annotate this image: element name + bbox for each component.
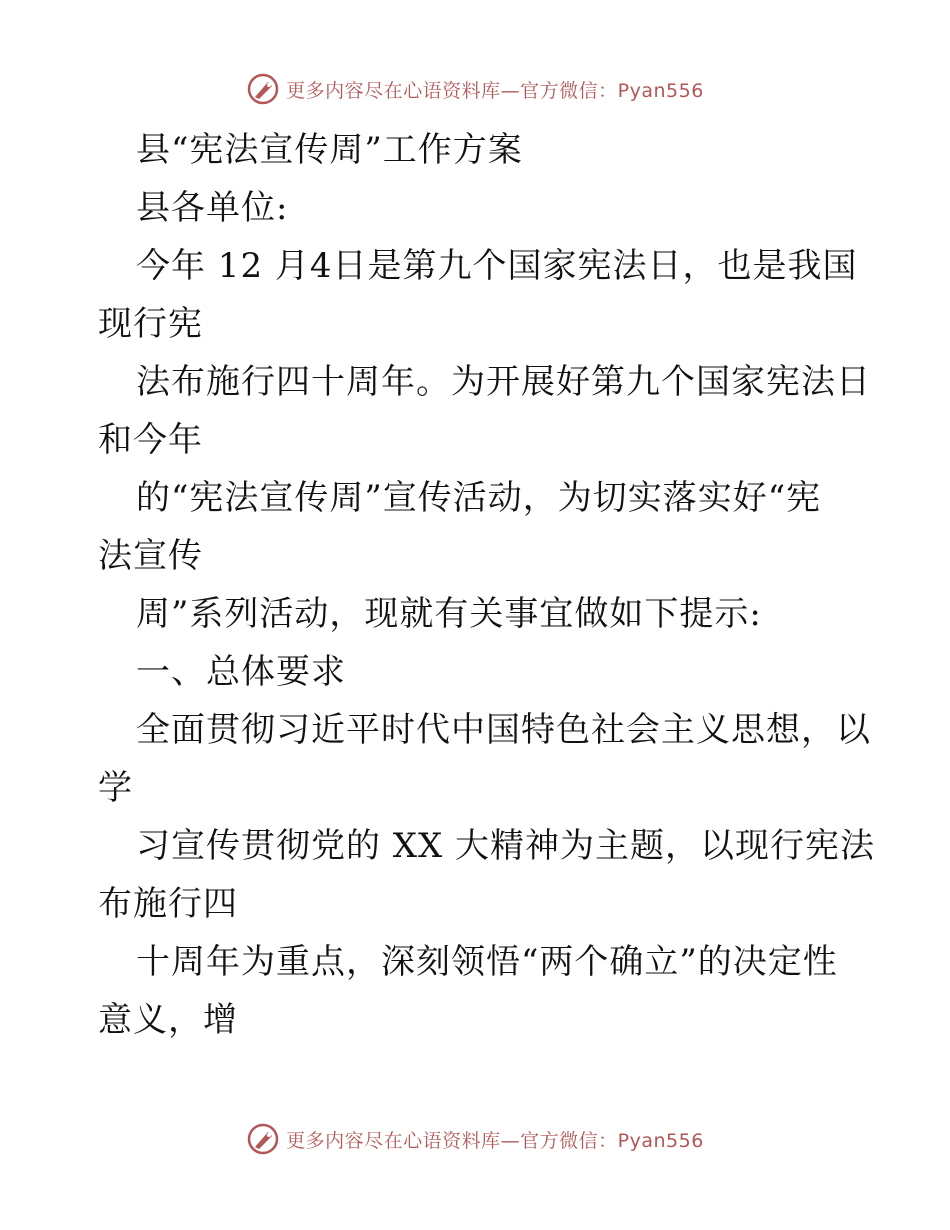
- footer-watermark: [0, 1122, 950, 1156]
- watermark-text: 更多内容尽在心语资料库—官方微信：Pyan556: [286, 1129, 704, 1152]
- paragraph-line: 十周年为重点，深刻领悟“两个确立”的决定性: [136, 942, 838, 982]
- paragraph-line: 法布施行四十周年。为开展好第九个国家宪法日: [136, 362, 871, 402]
- paragraph-line: 法宣传: [98, 536, 203, 576]
- paragraph-line: 的“宪法宣传周”宣传活动，为切实落实好“宪: [136, 478, 822, 518]
- paragraph-line: 周”系列活动，现就有关事宜做如下提示:: [136, 594, 762, 634]
- paragraph-line: 全面贯彻习近平时代中国特色社会主义思想，以: [136, 710, 871, 750]
- paragraph-line: 意义，增: [98, 1000, 238, 1040]
- paragraph-line: 学: [98, 768, 133, 808]
- pen-nib-logo-icon: [246, 1122, 280, 1156]
- paragraph-line: 一、总体要求: [136, 652, 346, 692]
- paragraph-line: 习宣传贯彻党的 XX 大精神为主题，以现行宪法: [136, 826, 876, 866]
- paragraph-line: 现行宪: [98, 304, 203, 344]
- paragraph-line: 布施行四: [98, 884, 238, 924]
- paragraph-line: 今年 12 月4日是第九个国家宪法日，也是我国: [136, 246, 858, 286]
- paragraph-line: 县各单位:: [136, 188, 289, 228]
- pen-nib-logo-icon: [246, 72, 280, 106]
- paragraph-line: 县“宪法宣传周”工作方案: [136, 130, 523, 170]
- header-watermark: [0, 72, 950, 106]
- watermark-text: 更多内容尽在心语资料库—官方微信：Pyan556: [286, 79, 704, 102]
- document-body: [98, 121, 876, 1049]
- paragraph-line: 和今年: [98, 420, 203, 460]
